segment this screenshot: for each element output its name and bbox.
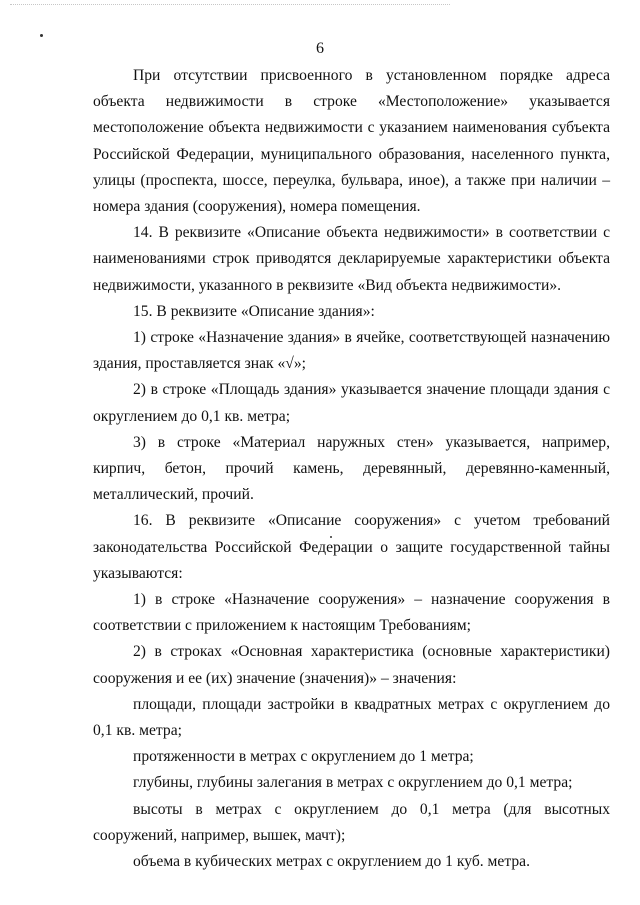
- value-area: площади, площади застройки в квадратных метрах с округлением до 0,1 кв. метра;: [93, 695, 610, 740]
- document-body: [93, 63, 610, 875]
- page-number: 6: [316, 40, 324, 57]
- paragraph-15-item-2: 2) в строке «Площадь здания» указывается значение площади здания с округлением до 0,1 кв. метра;: [93, 381, 610, 425]
- scan-edge-marks: [10, 4, 450, 8]
- paragraph-15-item-3: 3) в строке «Материал наружных стен» указывается, например, кирпич, бетон, прочий камень, деревянный, деревянно-каменный, металлический, прочий.: [93, 433, 610, 504]
- paragraph-15-item-1: 1) строке «Назначение здания» в ячейке, соответствующей назначению здания, проставляется знак «√»;: [93, 329, 610, 373]
- paragraph-16-item-2: 2) в строках «Основная характеристика (основные характеристики) сооружения и ее (их) значение (значения)» – значения:: [93, 643, 610, 687]
- value-volume: объема в кубических метрах с округлением до 1 куб. метра.: [133, 853, 530, 871]
- paragraph-14: 14. В реквизите «Описание объекта недвижимости» в соответствии с наименованиями строк приводятся декларируемые характеристики объекта недвижимости, указанного в реквизите «Вид объекта недвижимости».: [93, 224, 610, 294]
- value-depth: глубины, глубины залегания в метрах с округлением до 0,1 метра;: [133, 774, 573, 792]
- paragraph-15: 15. В реквизите «Описание здания»:: [133, 302, 375, 320]
- paragraph-16: 16. В реквизите «Описание сооружения» с учетом требований законодательства Российской Федерации о защите государственной тайны указываются:: [93, 512, 610, 582]
- value-length: протяженности в метрах с округлением до 1 метра;: [133, 748, 474, 766]
- scan-speck: [40, 34, 43, 37]
- value-height: высоты в метрах с округлением до 0,1 метра (для высотных сооружений, например, вышек, мачт);: [93, 800, 610, 844]
- paragraph-16-item-1: 1) в строке «Назначение сооружения» – назначение сооружения в соответствии с приложением к настоящим Требованиям;: [93, 591, 610, 635]
- paragraph-address-absent: При отсутствии присвоенного в установленном порядке адреса объекта недвижимости в строке «Местоположение» указывается местоположение объекта недвижимости с указанием наименования субъекта Российской Федерации, муниципального образования, населенного пункта, улицы (проспекта, шоссе, переулка, бульвара, иное), а также при наличии – номера здания (сооружения), номера помещения.: [93, 67, 610, 216]
